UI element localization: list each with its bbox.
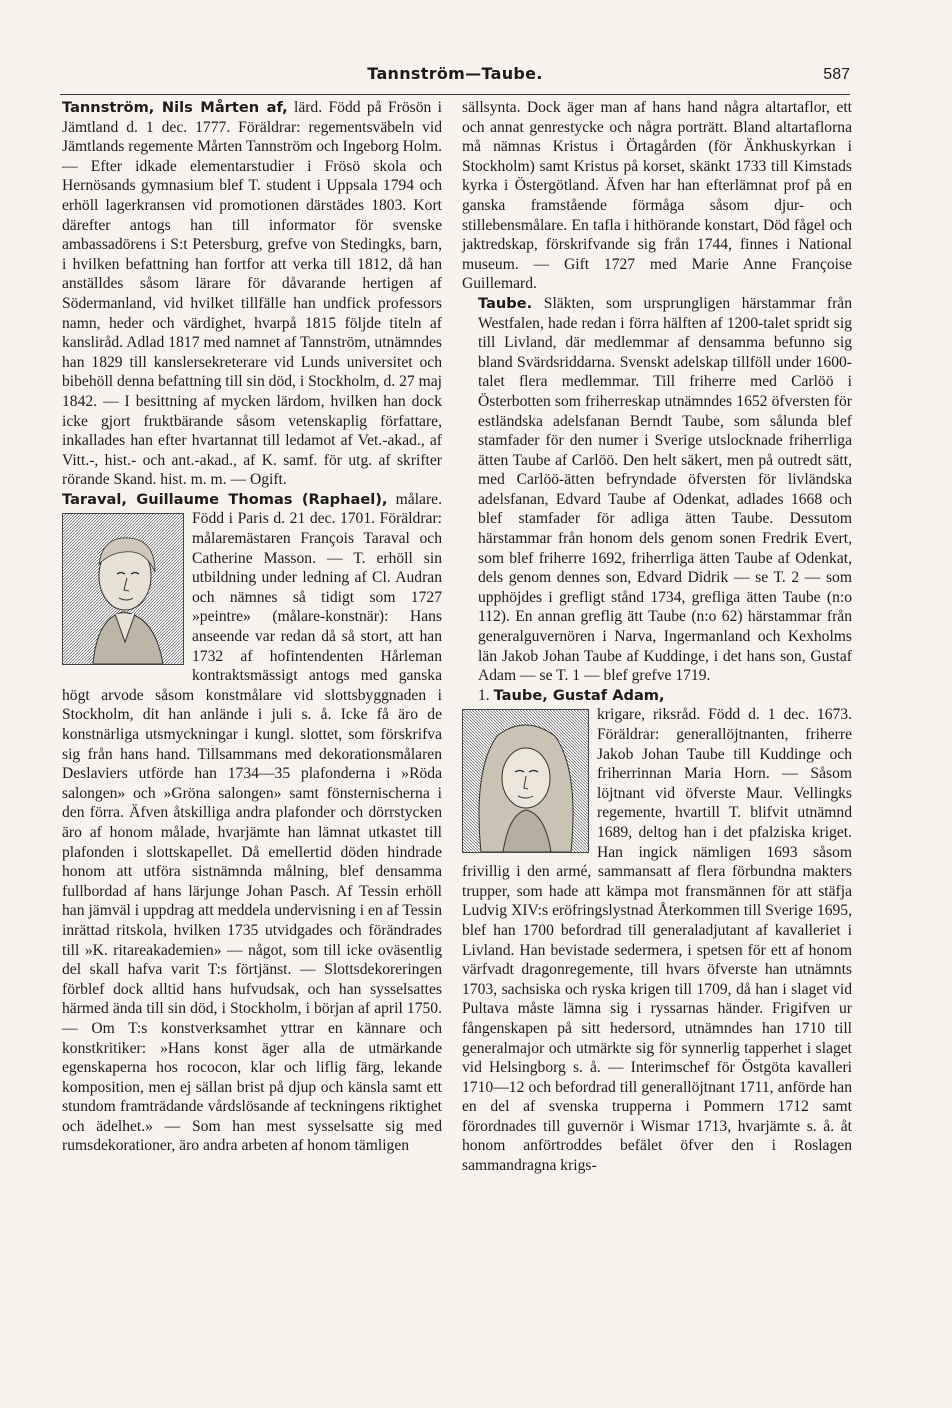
entry-taraval-continued: sällsynta. Dock äger man af hans hand några altartaflor, ett och annat genrestycke och några porträtt. Bland altartaflorna må nämnas Kristus i Örtagården (för Änkhuskyrkan i Stockholm) samt Kristus på korset, skänkt 1733 till Kimstads kyrka i Östergötland. Äfven har han efterlämnat prof på en ganska framstående förmåga såsom djur- och stillebensmålare. En tafla i hithörande konstart, Död fågel och jaktredskap, förskrifvande sig från 1744, finnes i National museum. — Gift 1727 med Marie Anne Françoise Guillemard.	[462, 99, 852, 293]
entry-head-taube-gustaf: Taube, Gustaf Adam,	[493, 686, 665, 704]
entry-tannstrom	[62, 98, 442, 490]
page-number: 587	[823, 66, 850, 83]
entry-body-taraval: målare. Född i Paris d. 21 dec. 1701. Föräldrar: målaremästaren François Taraval och Catherine Masson. — T. erhöll sin utbildning under ledning af Cl. Audran och nämnes så tidigt som 1727 »peintre» (målare-konstnär): Hans anseende var redan då så stort, att han 1732 af hofintendenten Hårleman kontraktsmässigt antogs med ganska högt arvode såsom konstmålare vid slottsbyggnaden i Stockholm, dit han anlände i juli s. å. Icke få äro de konstnärliga utsmyckningar i kungl. slottet, som förskrifva sig från hans hand. Tillsammans med dekorationsmålaren Deslaviers utförde han 1734—35 plafonderna i »Röda salongen» och »Gröna salongen» samt fönsternischerna i den förra. Äfven åtskilliga andra plafonder och dörrstycken äro af honom målade, hvarjämte han lämnat utkastet till plafonden i slottskapellet. Då emellertid döden hindrade honom att utföra sistnämnda målning, blef densamma fullbordad af hans lärjunge Johan Pasch. Af Tessin erhöll han jämväl i uppdrag att meddela undervisning i en af Tessin inrättad ritskola, hvilken 1735 utvidgades och förändrades till »K. ritareakademien» — något, som till icke oväsentlig del skall hafva varit T:s förtjänst. — Slottsdekoreringen förblef dock alltid hans hufvudsak, och han sysselsattes härmed ända till sin död, i Stockholm, i början af april 1750. — Om T:s konstverksamhet yttrar en kännare och konstkritiker: »Hans konst äger alla de utmärkande egenskaperna hos rococon, klar och liflig färg, lekande komposition, men ej sällan brist på djup och känsla samt ett stundom framträdande vårdslösande af teckningens riktighet och ädelhet.» — Som han mest sysselsatte sig med rumsdekorationer, äro andra arbeten af honom tämligen	[62, 490, 442, 1155]
portrait-taube-image	[462, 709, 589, 853]
entry-body-taube: Släkten, som ursprungligen härstammar från Westfalen, hade redan i förra hälften af 1200-talet spridt sig till Livland, där medlemmar af densamma befunno sig bland Svärdsriddarna. Svenskt adelskap tillföll under 1600-talet flera medlemmar. Till friherre med Carlöö i Österbotten som friherreskap utnämndes 1652 öfversten för estländska adelsfanan Berndt Taube, som sålunda blef stamfader för den numer i Sverige utslocknade friherrliga ätten Taube af Carlöö. Den helt säkert, men på outredt sätt, med Carlöö-ätten befryndade öfversten för livländska adelsfanan, Edvard Taube af Odenkat, adlades 1668 och blef stamfader för adliga ätten Taube. Dessutom härstammar från honom dels genom sonen Fredrik Evert, som blef friherre 1692, friherrliga ätten Taube af Odenkat, dels genom dennes son, Edvard Didrik — se T. 2 — som upphöjdes i grefligt stånd 1734, grefliga ätten Taube (n:o 112). En annan greflig ätt Taube (n:o 62) härstammar från generalguvernören i Narva, Ingermanland och Kexholms län Jakob Johan Taube af Kuddinge, i det hans son, Gustaf Adam — se T. 1 — blef grefve 1719.	[478, 294, 852, 685]
entry-taube-gustaf-body	[462, 705, 852, 1175]
entry-taraval	[62, 490, 442, 1156]
entry-taube-gustaf-adam	[462, 686, 852, 706]
running-title: Tannström—Taube.	[367, 64, 543, 83]
entry-head-tannstrom: Tannström, Nils Mårten af,	[62, 99, 288, 116]
entry-head-taraval: Taraval, Guillaume Thomas (Raphael),	[62, 490, 388, 508]
header-rule	[60, 94, 850, 95]
entry-number-taube-gustaf: 1.	[478, 686, 490, 704]
entry-body-tannstrom: lärd. Född på Frösön i Jämtland d. 1 dec. 1777. Föräldrar: regementsväbeln vid Jämtlands regemente Mårten Tannström och Ingeborg Holm. — Efter idkade elementarstudier i Frösö skola och Hernösands gymnasium blef T. student i Uppsala 1794 och erhöll lagerkransen vid promotionen därstädes 1803. Kort därefter antogs han till informator för svenske ambassadörens i S:t Petersburg, grefve von Stedingks, barn, i hvilken befattning han fortfor att verka till 1812, då han anställdes såsom lärare för dåvarande hertigen af Södermanland, vid hvilket tillfälle han undfick professors namn, heder och värdighet, hvarpå 1815 följde titeln af kansliråd. Adlad 1817 med namnet af Tannström, utnämndes han 1829 till kanslersekreterare vid Lunds universitet och bibehöll denna befattning till sin död, i Stockholm, d. 27 maj 1842. — I besittning af mycken lärdom, hvilken han dock icke gjort fruktbärande såsom vetenskaplig författare, inkallades han efter hvartannat till ledamot af Vet.-akad., af Vitt.-, hist.- och ant.-akad., af K. samf. för utg. af skrifter rörande Skand. hist. m. m. — Ogift.	[62, 99, 442, 489]
right-column	[462, 98, 852, 1176]
entry-body-taube-gustaf: krigare, riksråd. Född d. 1 dec. 1673. Föräldrar: generallöjtnanten, friherre Jakob Johan Taube till Kuddinge och friherrinnan Maria Horn. — Såsom löjtnant vid öfverste Maur. Vellingks regemente, hvartill T. blifvit utnämnd 1689, deltog han i det pfalziska kriget. Han ingick nämligen 1693 såsom frivillig i den armé, sammansatt af flera förbundna makters trupper, som hade att kämpa mot fransmännen för att stäfja Ludvig XIV:s eröfringslystnad Återkommen till Sverige 1695, blef han 1700 befordrad till generaladjutant af kavalleriet i Livland. Han bevistade sedermera, i spetsen för ett af honom värfvadt dragonregemente, till hvars öfverste han utnämnts 1703, sachsiska och ryska krigen till 1709, då han i slaget vid Pultava måste lämna sig i ryssarnas händer. Frigifven ur fångenskapen på sitt hedersord, utnämndes han 1710 till generalmajor och utmärkte sig för synnerlig tapperhet i slaget vid Helsingborg s. å. — Interimschef för Östgöta kavalleri 1710—12 och befordrad till generallöjtnant 1711, anförde han en del af svenska trupperna i Pommern 1712 samt förordnades till guvernör i Wismar 1713, hvarjämte s. å. åt honom anförtroddes befälet öfver den i Roslagen sammandragna krigs-	[462, 706, 852, 1175]
portrait-taraval-image	[62, 513, 184, 665]
entry-taube	[462, 294, 852, 686]
page-header	[60, 64, 850, 88]
entry-head-taube: Taube.	[478, 294, 533, 312]
left-column	[62, 98, 442, 1156]
